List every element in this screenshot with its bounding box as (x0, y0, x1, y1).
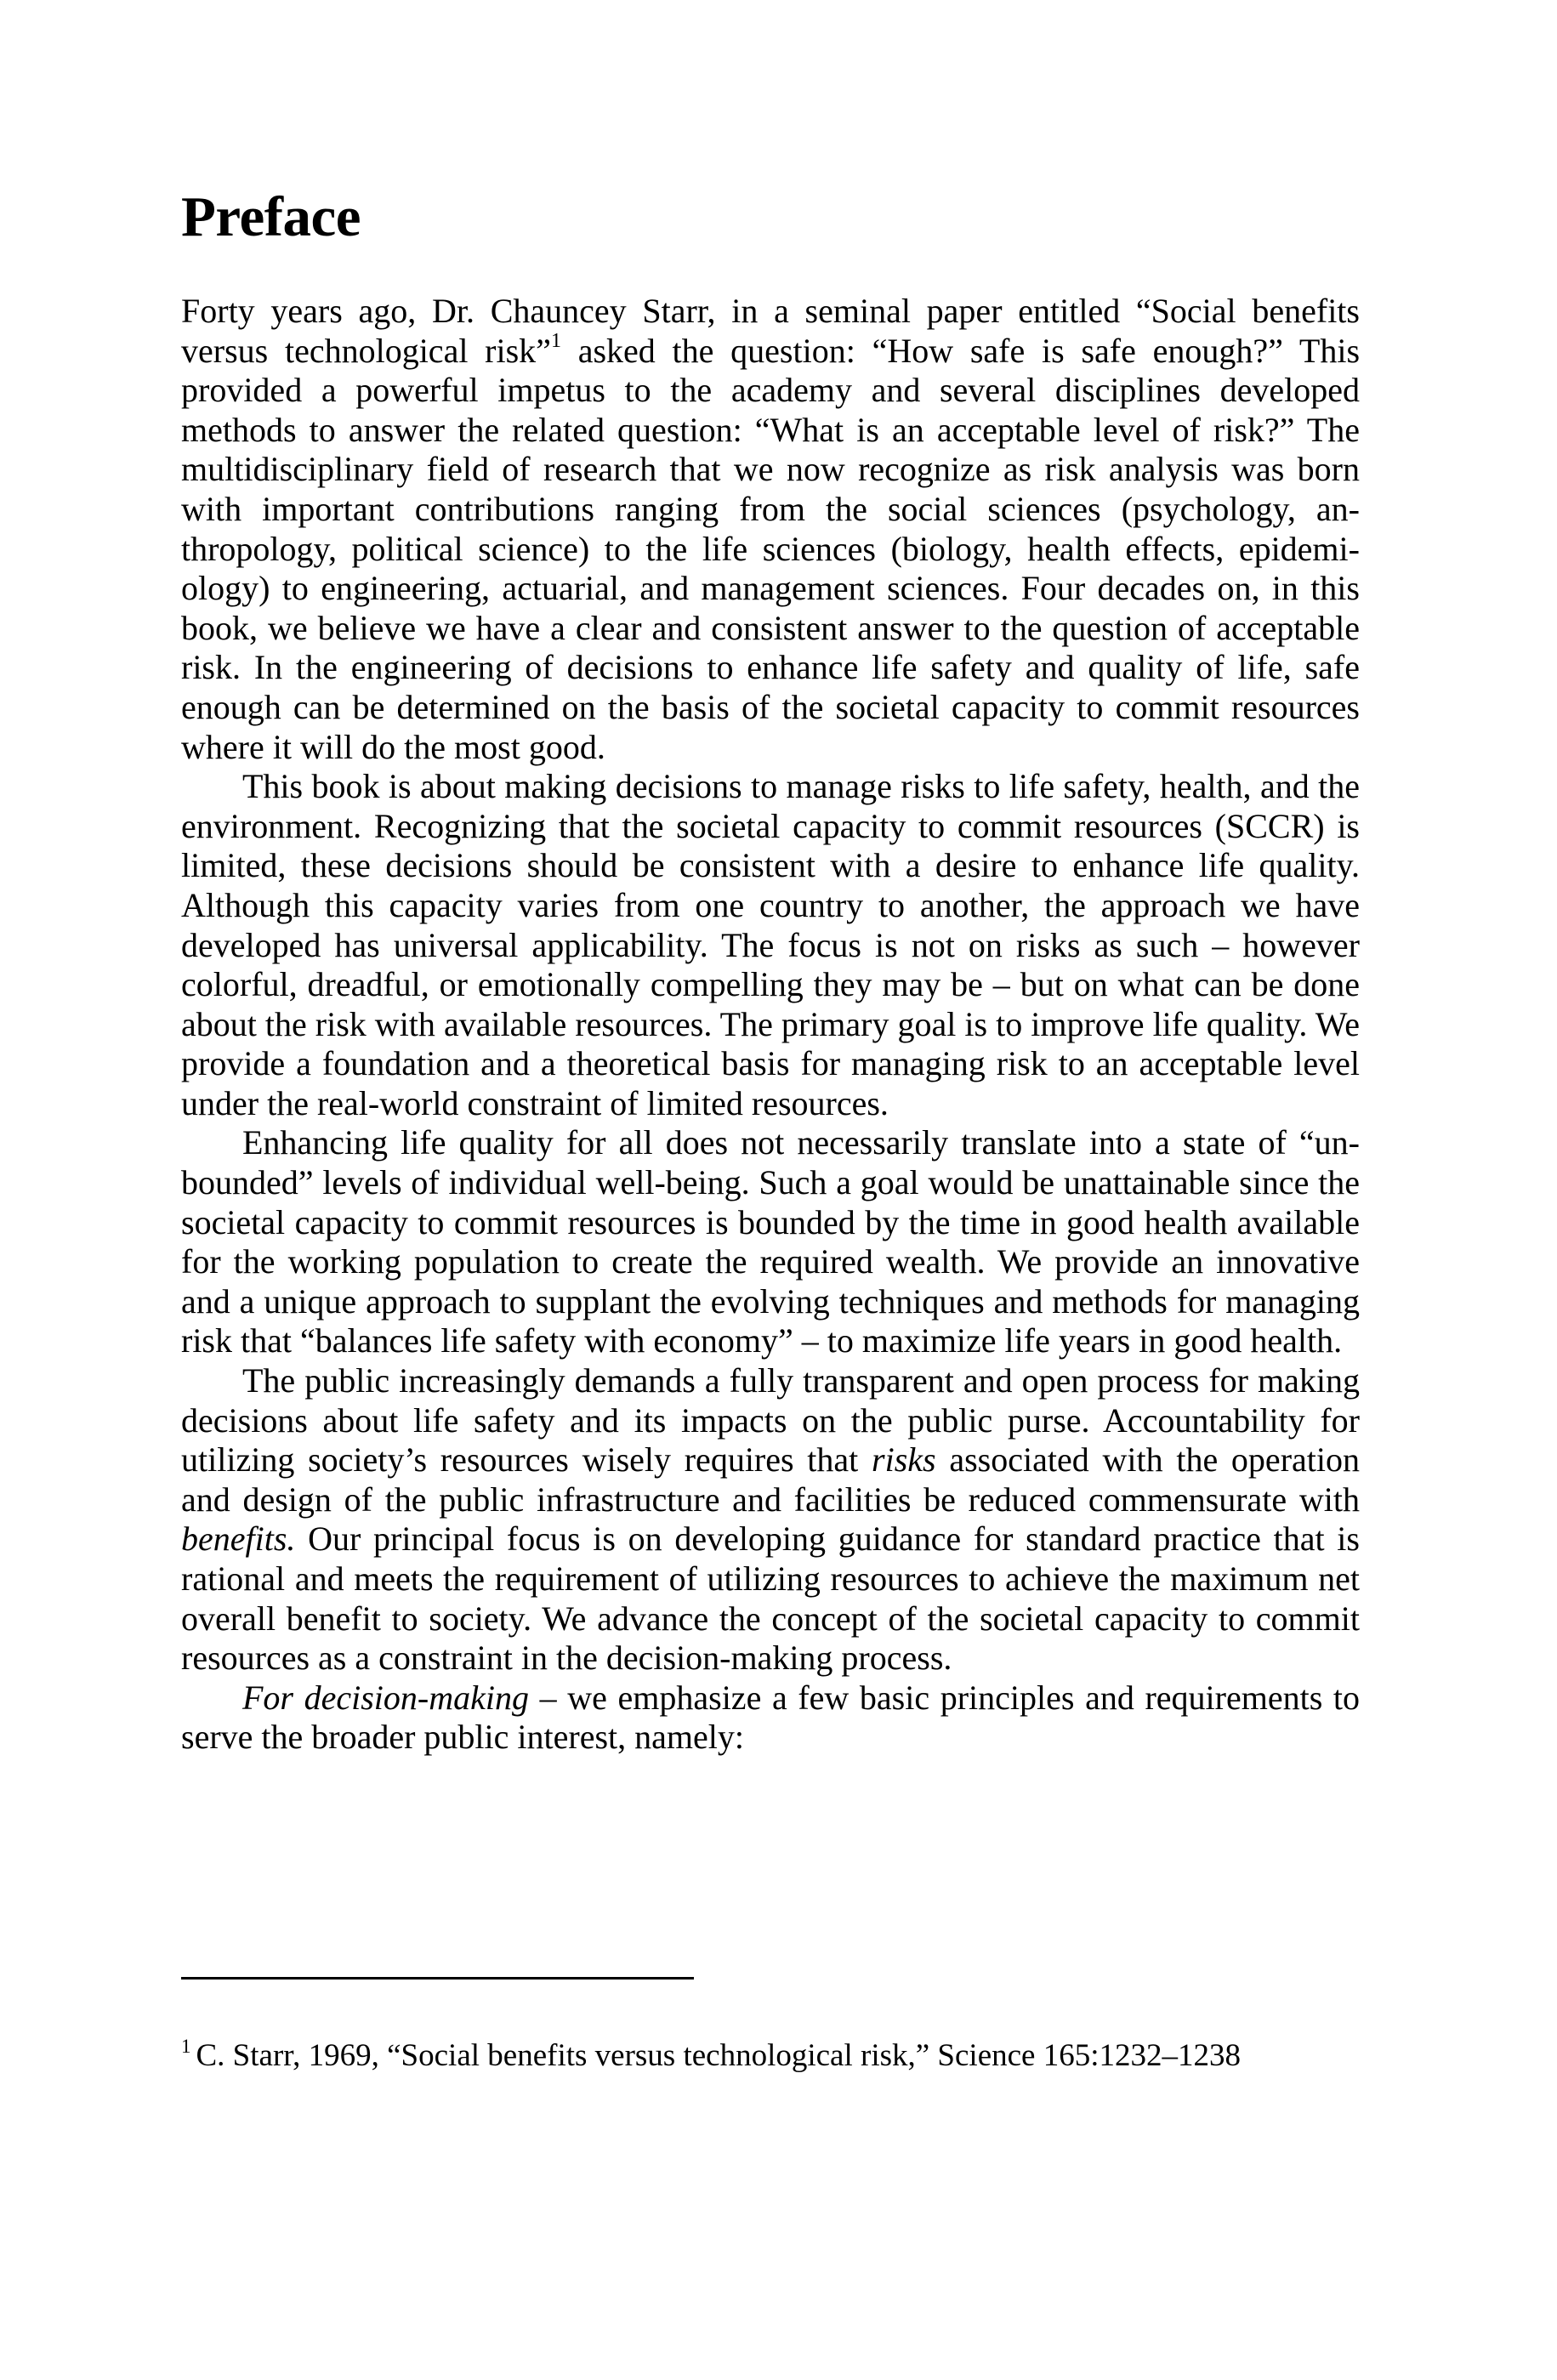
emphasis-risks: risks (872, 1440, 936, 1480)
emphasis-decision-making: For decision-making (242, 1678, 529, 1717)
body-text (181, 292, 1360, 1758)
paragraph-4 (181, 1361, 1360, 1678)
footnote-reference: 1 (550, 329, 561, 352)
paragraph-5 (181, 1678, 1360, 1758)
page-title: Preface (181, 185, 361, 248)
paragraph-1-text-a: Forty years ago, Dr. Chauncey Starr, in a seminal paper entitled “Social benefits versus technological risk” (181, 292, 1360, 370)
footnote-text: C. Starr, 1969, “Social benefits versus technological risk,” Science 165:1232–1238 (196, 2038, 1241, 2073)
emphasis-benefits: benefits. (181, 1519, 296, 1559)
paragraph-4-text-a: The public increasingly demands a fully transparent and open process for making decisions about life safety and its impacts on the public purse. Accountability for utilizing society’s resources wisely requires that (181, 1361, 1360, 1480)
footnote-mark: 1 (181, 2036, 191, 2057)
paragraph-4-text-b: associated with the operation and design of the public infrastructure and facilities be reduced commensurate with (181, 1440, 1360, 1519)
footnote-divider (181, 1977, 694, 1980)
footnote (181, 2037, 1360, 2075)
paragraph-5-text: – we emphasize a few basic principles and requirements to serve the broader public interest, namely: (181, 1678, 1360, 1757)
paragraph-4-text-c: Our principal focus is on developing guidance for standard practice that is rational and meets the requirement of utilizing resources to achieve the maximum net overall benefit to society. We advance the concept of the societal capacity to commit resources as a constraint in the decision-making process. (181, 1519, 1360, 1678)
paragraph-1-text-b: asked the question: “How safe is safe enough?” This provided a powerful impetus to the academy and several disciplines developed methods to answer the related question: “What is an acceptable level of risk?” The multidisciplinary field of research that we now recognize as risk analysis was born with important contributions ranging from the social sciences (psychology, anthropology, political science) to the life sciences (biology, health effects, epidemiology) to engineering, actuarial, and management sciences. Four decades on, in this book, we believe we have a clear and consistent answer to the question of acceptable risk. In the engineering of decisions to enhance life safety and quality of life, safe enough can be determined on the basis of the societal capacity to commit resources where it will do the most good. (181, 331, 1361, 766)
paragraph-1 (181, 292, 1360, 767)
paragraph-2: This book is about making decisions to manage risks to life safety, health, and the environment. Recognizing that the societal capacity to commit resources (SCCR) is limited, these decisions should be consistent with a desire to enhance life quality. Although this capacity varies from one country to another, the approach we have developed has universal applicability. The focus is not on risks as such – however colorful, dreadful, or emotionally compelling they may be – but on what can be done about the risk with available resources. The primary goal is to improve life quality. We provide a foundation and a theoretical basis for managing risk to an acceptable level under the real-world constraint of limited resources. (181, 767, 1360, 1122)
paragraph-3: Enhancing life quality for all does not necessarily translate into a state of “unbounded” levels of individual well-being. Such a goal would be unattainable since the societal capacity to commit resources is bounded by the time in good health available for the working population to create the required wealth. We provide an innovative and a unique approach to supplant the evolving techniques and methods for managing risk that “balances life safety with economy” – to maximize life years in good health. (181, 1123, 1360, 1360)
